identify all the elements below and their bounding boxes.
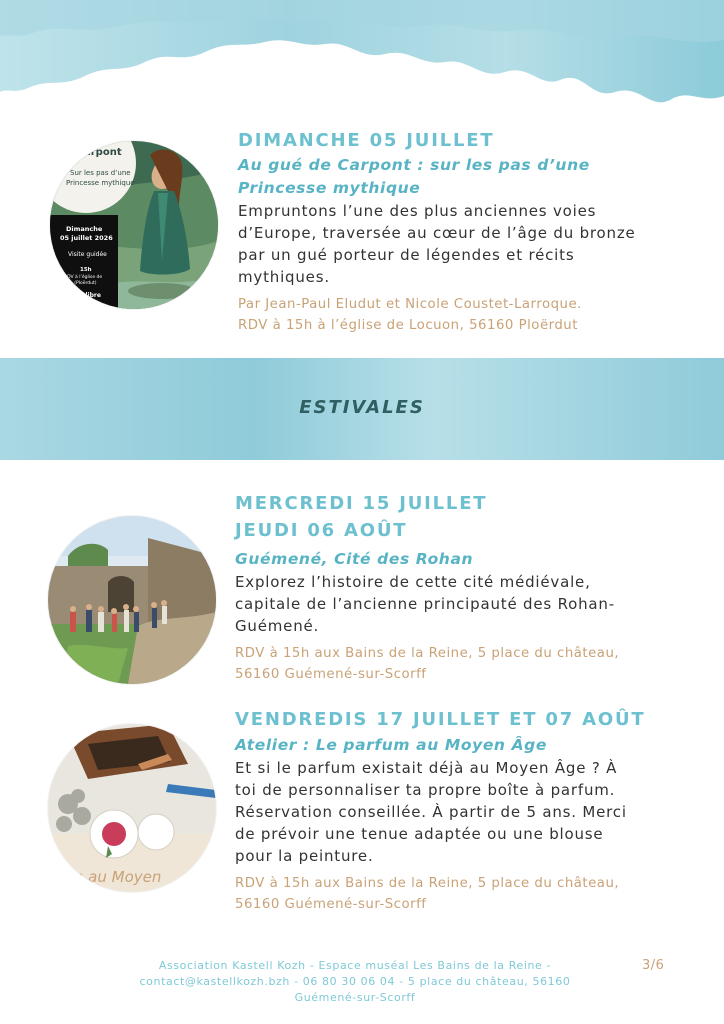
- event-2-info-line-1: RDV à 15h aux Bains de la Reine, 5 place du château,: [235, 646, 620, 661]
- event-1-info: [238, 294, 678, 336]
- event-3: [235, 706, 675, 915]
- poster-place-1: RDV à l’église de: [64, 275, 103, 280]
- event-3-desc-line-3: Réservation conseillée. À partir de 5 ans. Merci: [235, 803, 627, 821]
- event-3-subtitle: Atelier : Le parfum au Moyen Âge: [235, 736, 547, 754]
- event-2: [235, 490, 675, 685]
- event-3-desc-line-5: pour la peinture.: [235, 847, 374, 865]
- event-3-info-line-1: RDV à 15h aux Bains de la Reine, 5 place du château,: [235, 876, 620, 891]
- event-2-date-line-1: MERCREDI 15 JUILLET: [235, 493, 488, 514]
- event-2-castle-photo: [48, 516, 216, 684]
- event-1-desc-line-1: Empruntons l’une des plus anciennes voies: [238, 202, 597, 220]
- event-2-desc-line-3: Guémené.: [235, 617, 320, 635]
- watercolor-header-decoration: [0, 0, 724, 112]
- poster-date-1: Dimanche: [66, 225, 103, 233]
- event-1: [238, 127, 678, 336]
- poster-place-2: ion (Ploërdut): [66, 281, 97, 286]
- event-3-desc-line-4: de prévoir une tenue adaptée ou une blouse: [235, 825, 604, 843]
- page-number: 3/6: [642, 958, 665, 973]
- poster-time: 15h: [80, 267, 92, 273]
- section-title: ESTIVALES: [299, 397, 425, 418]
- event-1-subtitle-line-1: Au gué de Carpont : sur les pas d’une: [238, 156, 590, 174]
- event-1-desc-line-4: mythiques.: [238, 268, 330, 286]
- event-1-info-line-1: Par Jean-Paul Eludut et Nicole Coustet-Larroque.: [238, 297, 582, 312]
- event-2-info-line-2: 56160 Guémené-sur-Scorff: [235, 667, 427, 682]
- poster-tagline-1: Sur les pas d’une: [70, 169, 131, 177]
- event-1-desc-line-3: par un gué porteur de légendes et récits: [238, 246, 575, 264]
- event-2-date-line-2: JEUDI 06 AOÛT: [235, 520, 408, 541]
- footer-line-1: Association Kastell Kozh - Espace muséal Les Bains de la Reine -: [158, 959, 552, 972]
- event-2-subtitle: Guémené, Cité des Rohan: [235, 550, 474, 568]
- event-2-info: [235, 643, 675, 685]
- event-1-date: DIMANCHE 05 JUILLET: [238, 130, 495, 151]
- event-3-info-line-2: 56160 Guémené-sur-Scorff: [235, 897, 427, 912]
- event-3-info: [235, 873, 675, 915]
- poster-date-2: 05 juillet 2026: [60, 234, 113, 242]
- footer-line-3: Guémené-sur-Scorff: [294, 991, 416, 1004]
- poster-visit: Visite guidée: [68, 251, 107, 258]
- event-3-workshop-photo: [48, 724, 216, 892]
- poster-entry: ation libre: [66, 292, 101, 299]
- event-1-poster-image: [50, 141, 218, 309]
- event-2-desc-line-1: Explorez l’histoire de cette cité médiévale,: [235, 573, 591, 591]
- footer-contact: [120, 958, 590, 1006]
- event-3-date: VENDREDIS 17 JUILLET ET 07 AOÛT: [235, 709, 646, 730]
- event-1-desc-line-2: d’Europe, traversée au cœur de l’âge du bronze: [238, 224, 636, 242]
- event-2-desc-line-2: capitale de l’ancienne principauté des Rohan-: [235, 595, 615, 613]
- event-3-desc-line-1: Et si le parfum existait déjà au Moyen Âge ? À: [235, 759, 618, 777]
- poster-tagline-2: Princesse mythique: [66, 179, 135, 187]
- event-1-subtitle-line-2: Princesse mythique: [238, 179, 421, 197]
- event-3-desc-line-2: toi de personnaliser ta propre boîte à parfum.: [235, 781, 616, 799]
- photo-caption: fum au Moyen: [54, 868, 162, 886]
- event-1-info-line-2: RDV à 15h à l’église de Locuon, 56160 Ploërdut: [238, 318, 578, 333]
- footer-line-2: contact@kastellkozh.bzh - 06 80 30 06 04 - 5 place du château, 56160: [139, 975, 571, 988]
- poster-title-fragment: arpont: [84, 147, 122, 158]
